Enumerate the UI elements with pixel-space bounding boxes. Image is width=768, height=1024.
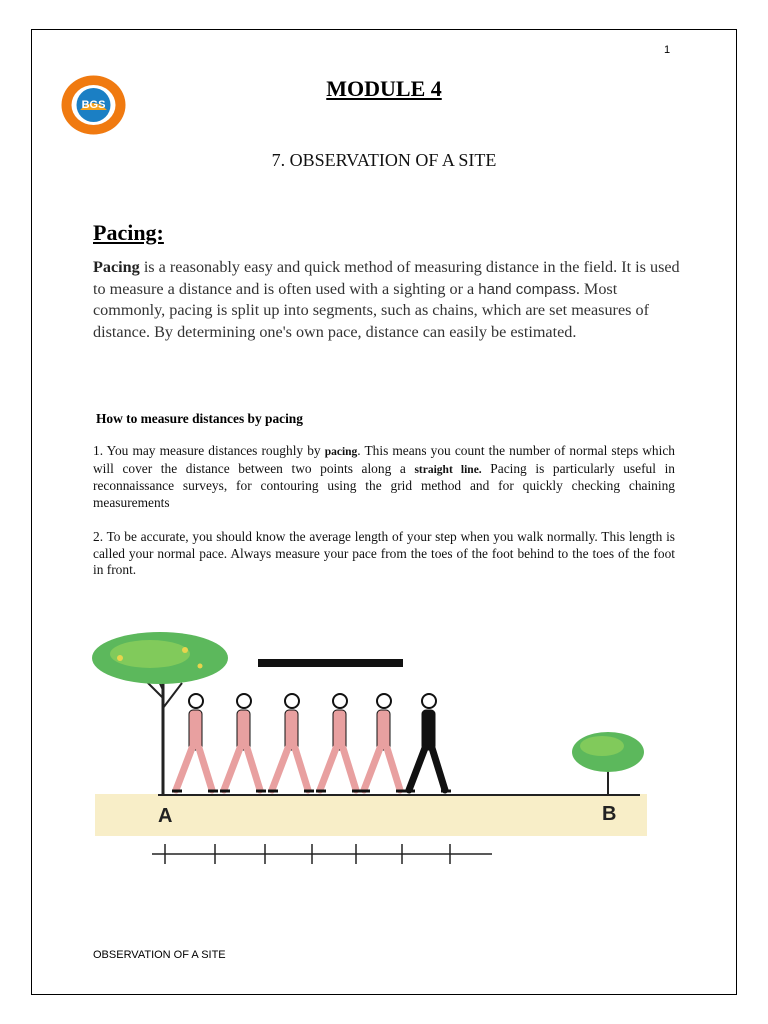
pacing-heading: Pacing: (93, 220, 164, 245)
walkers-group (172, 694, 451, 791)
para1-text-a: 1. You may measure distances roughly by (93, 443, 325, 458)
howto-heading: How to measure distances by pacing (96, 411, 303, 426)
walker (316, 694, 362, 791)
tree-b (572, 732, 644, 794)
logo-text: BGS (81, 99, 106, 111)
page-footer: OBSERVATION OF A SITE (93, 949, 226, 961)
para1-pacing: pacing (324, 446, 358, 458)
intro-hand-compass: hand compass (478, 280, 576, 298)
pacing-illustration (90, 628, 650, 878)
ground (95, 794, 647, 836)
walker-current (405, 694, 451, 791)
walker (360, 694, 406, 791)
intro-paragraph (93, 257, 683, 343)
point-a-label: A (158, 805, 173, 827)
module-title: MODULE 4 (326, 76, 442, 101)
page-number: 1 (664, 44, 671, 56)
walker (268, 694, 314, 791)
walker (172, 694, 218, 791)
paragraph-2: 2. To be accurate, you should know the average length of your step when you walk normally. This length is called your normal pace. Always measure your pace from the toes of the foot behind to the toes of the foot in front. (93, 529, 675, 578)
distance-bar (258, 659, 403, 667)
point-b-label: B (602, 803, 617, 825)
intro-text-1: is a reasonably easy and quick method of measuring distance in the field. It is used to measure a distance and is often used with a sighting or a (93, 258, 680, 298)
para1-text-c: . This means you count the number of normal steps which will cover the distance between two points along a (93, 443, 675, 476)
intro-lead: Pacing (93, 258, 140, 276)
para1-text-e: Pacing is particularly useful in reconnaissance surveys, for contouring using the grid method and for quickly checking chaining measurements (93, 460, 675, 510)
section-title: 7. OBSERVATION OF A SITE (271, 150, 497, 170)
paragraph-1 (93, 443, 675, 511)
walker (220, 694, 266, 791)
para1-straight-line: straight line. (414, 463, 482, 476)
intro-text-2: . Most commonly, pacing is split up into segments, such as chains, which are set measures of distance. By determining one's own pace, distance can easily be estimated. (93, 279, 649, 341)
